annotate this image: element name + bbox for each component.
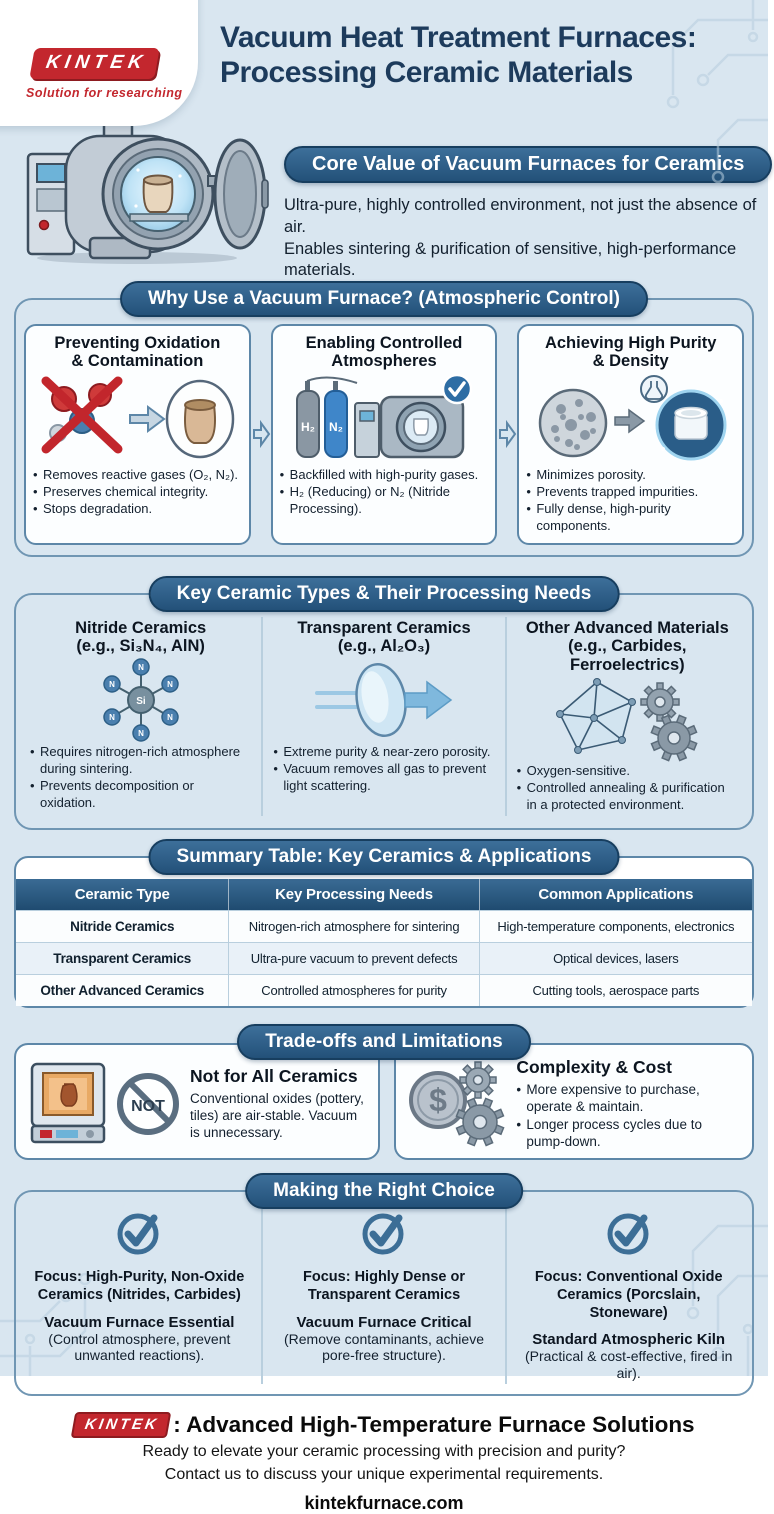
svg-text:NOT: NOT: [131, 1097, 165, 1115]
card-title: Atmospheres: [331, 352, 437, 371]
why-vacuum-section: [14, 288, 754, 557]
bullet: • Stops degradation.: [33, 501, 242, 518]
table-cell: Nitride Ceramics: [16, 911, 229, 942]
svg-text:N: N: [108, 713, 115, 723]
footer-line1: Ready to elevate your ceramic processing with precision and purity?: [142, 1442, 626, 1460]
not-sign-icon: [114, 1070, 182, 1138]
why-card-purity: [517, 324, 744, 545]
summary-table-section: [14, 846, 754, 1008]
table-cell: Cutting tools, aerospace parts: [532, 983, 700, 999]
ceramic-col-transparent: [261, 617, 504, 817]
core-value-line1: Ultra-pure, highly controlled environment, not just the absence of air.: [284, 196, 757, 236]
logo-tagline: Solution for researching: [26, 86, 183, 100]
footer: [0, 1412, 768, 1514]
table-cell: Ultra-pure vacuum to prevent defects: [229, 943, 479, 974]
table-row: [16, 974, 752, 1006]
ceramic-col-advanced: [505, 617, 748, 817]
bullet: • H₂ (Reducing) or N₂ (Nitride Processing).: [280, 484, 489, 518]
summary-table-title: Summary Table: Key Ceramics & Applications: [149, 839, 620, 875]
bullet: • Prevents trapped impurities.: [526, 484, 735, 501]
svg-text:N: N: [166, 680, 173, 690]
core-value-section: [270, 110, 774, 280]
gas-cylinders-furnace-icon: [289, 373, 479, 465]
svg-text:Si: Si: [135, 696, 146, 708]
table-row: [16, 910, 752, 942]
footer-website-link[interactable]: kintekfurnace.com: [304, 1492, 464, 1513]
bullet: • Vacuum removes all gas to prevent light scattering.: [273, 761, 494, 795]
bullet: • Preserves chemical integrity.: [33, 484, 242, 501]
choice-note: (Remove contaminants, achieve pore-free structure).: [284, 1330, 484, 1364]
tradeoff-heading: Not for All Ceramics: [190, 1065, 358, 1086]
ceramic-types-title: Key Ceramic Types & Their Processing Needs: [149, 576, 620, 612]
table-cell: Other Advanced Ceramics: [16, 975, 229, 1006]
arrow-right-icon: [252, 421, 270, 447]
bullet: • Removes reactive gases (O₂, N₂).: [33, 467, 242, 484]
choice-verdict: Vacuum Furnace Critical: [296, 1313, 472, 1331]
svg-text:N: N: [166, 713, 173, 723]
table-cell: Optical devices, lasers: [553, 951, 679, 967]
bullet: • Prevents decomposition or oxidation.: [30, 778, 251, 812]
logo-bracket-icon: ): [145, 44, 161, 77]
tradeoff-card-not-for-all: [14, 1043, 380, 1160]
ceramic-name: Nitride Ceramics: [75, 618, 207, 637]
svg-text:H₂: H₂: [301, 419, 315, 434]
svg-text:N₂: N₂: [329, 419, 343, 434]
vacuum-furnace-illustration: [12, 110, 270, 268]
svg-text:$: $: [429, 1081, 448, 1118]
card-title: & Contamination: [71, 352, 204, 371]
why-card-atmospheres: [271, 324, 498, 545]
table-header: Common Applications: [538, 886, 694, 904]
bullet: • Extreme purity & near-zero porosity.: [273, 744, 494, 761]
porous-to-dense-icon: [533, 373, 729, 465]
card-title: & Density: [592, 352, 669, 371]
table-cell: High-temperature components, electronics: [497, 919, 735, 935]
tradeoffs-section: [14, 1024, 754, 1160]
summary-table: [16, 879, 752, 1006]
card-title: Enabling Controlled: [305, 334, 463, 352]
footer-line2: Contact us to discuss your unique experimental requirements.: [164, 1465, 604, 1483]
why-card-oxidation: [24, 324, 251, 545]
choice-verdict: Vacuum Furnace Essential: [44, 1313, 235, 1331]
check-icon: [604, 1208, 654, 1258]
choice-note: (Practical & cost-effective, fired in air).: [524, 1348, 733, 1381]
ceramic-example: (e.g., Al₂O₃): [337, 637, 431, 656]
tradeoff-card-cost: [394, 1043, 754, 1160]
bullet: • Longer process cycles due to pump-down.: [516, 1116, 742, 1151]
lens-icon: [309, 657, 459, 743]
bullet: • More expensive to purchase, operate & maintain.: [516, 1081, 742, 1116]
why-vacuum-title: Why Use a Vacuum Furnace? (Atmospheric Control): [120, 281, 648, 317]
card-title: Achieving High Purity: [544, 334, 717, 352]
tradeoff-heading: Complexity & Cost: [516, 1057, 672, 1078]
bullet: • Fully dense, high-purity components.: [526, 501, 735, 535]
svg-text:N: N: [108, 680, 115, 690]
choice-verdict: Standard Atmospheric Kiln: [532, 1331, 726, 1349]
choice-title: Making the Right Choice: [245, 1173, 523, 1209]
table-cell: Controlled atmospheres for purity: [229, 975, 479, 1006]
ceramic-example: (e.g., Si₃N₄, AlN): [76, 637, 205, 656]
choice-focus: Focus: High-Purity, Non-Oxide Ceramics (Nitrides, Carbides): [34, 1269, 245, 1303]
card-title: Preventing Oxidation: [54, 334, 221, 352]
table-header: Key Processing Needs: [229, 879, 479, 910]
table-header-row: [16, 879, 752, 910]
bullet: • Oxygen-sensitive.: [517, 763, 738, 780]
table-header: Ceramic Type: [16, 879, 229, 910]
ceramic-types-section: [14, 582, 754, 831]
bullet: • Backfilled with high-purity gases.: [280, 467, 489, 484]
table-cell: Nitrogen-rich atmosphere for sintering: [229, 911, 479, 942]
page-title-line2: Processing Ceramic Materials: [220, 56, 633, 90]
header: [0, 0, 768, 110]
core-value-line2: Enables sintering & purification of sensitive, high-performance materials.: [284, 239, 737, 280]
check-icon: [359, 1208, 409, 1258]
molecule-cross-icon: [38, 373, 236, 465]
arrow-right-icon: [498, 421, 516, 447]
choice-option-3: [505, 1206, 750, 1384]
ceramic-example: (e.g., Carbides, Ferroelectrics): [568, 637, 687, 675]
ceramic-name: Transparent Ceramics: [297, 618, 471, 637]
page-title-line1: Vacuum Heat Treatment Furnaces:: [220, 21, 697, 54]
tradeoffs-title: Trade-offs and Limitations: [237, 1024, 531, 1060]
crystal-gears-icon: [552, 676, 702, 762]
hero-section: [0, 110, 768, 280]
choice-focus: Focus: Conventional Oxide Ceramics (Porcslain, Stoneware): [534, 1269, 723, 1321]
ceramic-name: Other Advanced Materials: [525, 618, 729, 637]
page-title: [220, 20, 760, 91]
table-cell: Transparent Ceramics: [16, 943, 229, 974]
nitride-molecule-icon: [93, 657, 189, 743]
bullet: • Requires nitrogen-rich atmosphere during sintering.: [30, 744, 251, 778]
choice-note: (Control atmosphere, prevent unwanted reactions).: [48, 1330, 231, 1364]
tradeoff-body: Conventional oxides (pottery, tiles) are air-stable. Vacuum is unnecessary.: [190, 1090, 364, 1141]
table-row: [16, 942, 752, 974]
kiln-icon: [26, 1060, 112, 1148]
footer-title: : Advanced High-Temperature Furnace Solutions: [173, 1411, 695, 1437]
ceramic-col-nitride: [20, 617, 261, 817]
kintek-logo: KINTEK: [29, 48, 159, 79]
choice-option-1: [18, 1206, 261, 1384]
cost-gears-icon: [406, 1058, 508, 1150]
bullet: • Minimizes porosity.: [526, 467, 735, 484]
choice-section: [14, 1180, 754, 1396]
svg-text:N: N: [137, 729, 144, 739]
core-value-title: Core Value of Vacuum Furnaces for Ceramics: [284, 146, 772, 183]
choice-focus: Focus: Highly Dense or Transparent Ceramics: [303, 1269, 465, 1303]
kintek-footer-logo: KINTEK: [71, 1412, 171, 1438]
choice-option-2: [261, 1206, 506, 1384]
svg-text:N: N: [137, 663, 144, 673]
check-icon: [114, 1208, 164, 1258]
bullet: • Controlled annealing & purification in a protected environment.: [517, 780, 738, 814]
